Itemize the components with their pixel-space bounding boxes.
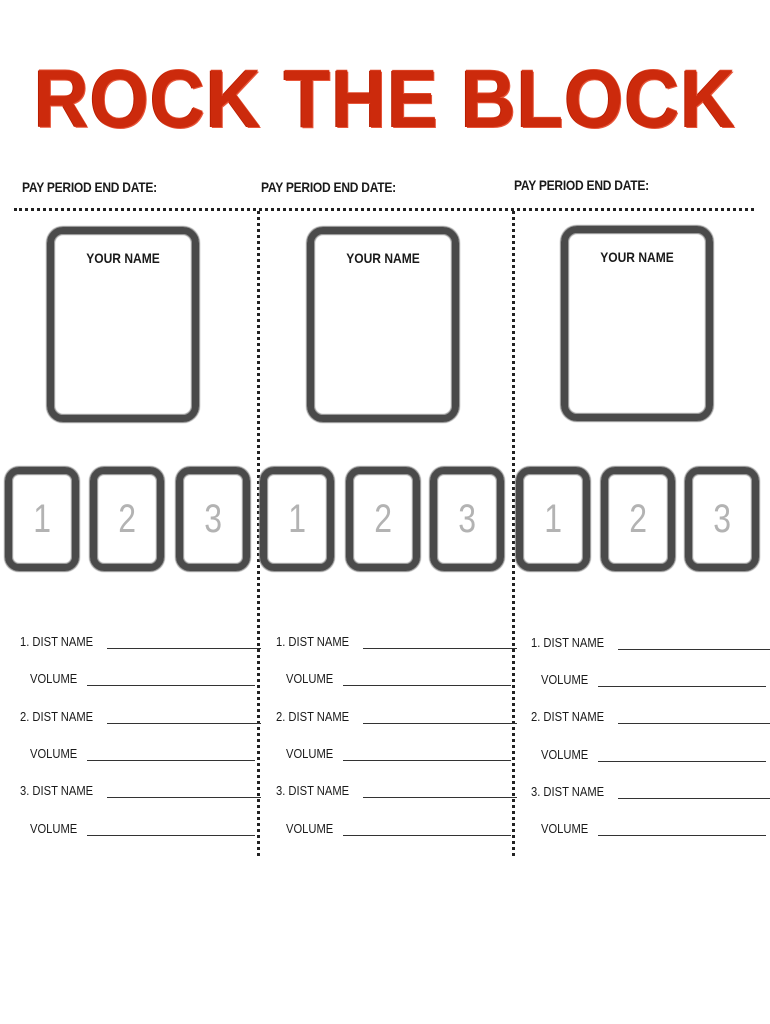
page-title: ROCK THE BLOCK [33,53,737,146]
number-digit: 3 [713,496,731,541]
column-1 [0,0,256,1024]
number-digit: 3 [458,496,476,541]
volume-field-2[interactable] [541,747,766,762]
number-box-3[interactable] [430,467,504,571]
dist-name-field-2[interactable] [20,709,261,724]
number-digit: 1 [544,496,562,541]
number-digit: 1 [288,496,306,541]
your-name-label: YOUR NAME [600,249,674,265]
field-label: VOLUME [30,821,78,836]
field-label: VOLUME [541,672,589,687]
dist-name-field-3[interactable] [276,783,517,798]
field-label: VOLUME [286,746,334,761]
field-label: VOLUME [30,746,78,761]
volume-field-3[interactable] [541,821,766,836]
field-label: 3. DIST NAME [531,784,605,799]
number-box-2[interactable] [346,467,420,571]
your-name-box[interactable] [47,227,199,422]
fill-line[interactable] [618,637,770,650]
fill-line[interactable] [598,823,766,836]
field-label: VOLUME [286,821,334,836]
fill-line[interactable] [107,636,261,649]
fill-line[interactable] [343,823,511,836]
fill-line[interactable] [107,711,261,724]
dist-name-field-2[interactable] [531,709,770,724]
fill-line[interactable] [618,711,770,724]
dist-name-field-3[interactable] [531,784,770,799]
dist-name-field-3[interactable] [20,783,261,798]
volume-field-3[interactable] [30,821,255,836]
volume-field-1[interactable] [286,671,511,686]
pay-period-end-date-label: PAY PERIOD END DATE: [22,179,157,195]
fill-line[interactable] [107,785,261,798]
column-2 [256,0,512,1024]
field-label: 2. DIST NAME [20,709,94,724]
field-label: 3. DIST NAME [276,783,350,798]
dist-name-field-1[interactable] [531,635,770,650]
fill-line[interactable] [363,785,517,798]
fill-line[interactable] [87,748,255,761]
field-label: 2. DIST NAME [531,709,605,724]
your-name-label: YOUR NAME [86,250,160,266]
volume-field-2[interactable] [286,746,511,761]
number-box-1[interactable] [516,467,590,571]
field-label: 1. DIST NAME [276,634,350,649]
field-label: 3. DIST NAME [20,783,94,798]
field-label: 1. DIST NAME [531,635,605,650]
number-box-3[interactable] [685,467,759,571]
fill-line[interactable] [598,674,766,687]
field-label: VOLUME [541,747,589,762]
field-label: VOLUME [30,671,78,686]
number-digit: 2 [374,496,392,541]
volume-field-2[interactable] [30,746,255,761]
number-digit: 3 [204,496,222,541]
number-digit: 1 [33,496,51,541]
dist-name-field-2[interactable] [276,709,517,724]
pay-period-end-date-label: PAY PERIOD END DATE: [261,179,396,195]
fill-line[interactable] [343,748,511,761]
fill-line[interactable] [598,749,766,762]
fill-line[interactable] [363,636,517,649]
fill-line[interactable] [363,711,517,724]
your-name-box[interactable] [307,227,459,422]
dist-name-field-1[interactable] [20,634,261,649]
number-box-3[interactable] [176,467,250,571]
number-box-2[interactable] [601,467,675,571]
volume-field-1[interactable] [30,671,255,686]
field-label: VOLUME [541,821,589,836]
your-name-box[interactable] [561,226,713,421]
number-digit: 2 [118,496,136,541]
fill-line[interactable] [343,673,511,686]
column-3 [512,0,768,1024]
pay-period-end-date-label: PAY PERIOD END DATE: [514,177,649,193]
fill-line[interactable] [618,786,770,799]
field-label: 1. DIST NAME [20,634,94,649]
dist-name-field-1[interactable] [276,634,517,649]
volume-field-3[interactable] [286,821,511,836]
fill-line[interactable] [87,823,255,836]
number-box-1[interactable] [5,467,79,571]
fill-line[interactable] [87,673,255,686]
field-label: 2. DIST NAME [276,709,350,724]
volume-field-1[interactable] [541,672,766,687]
field-label: VOLUME [286,671,334,686]
your-name-label: YOUR NAME [346,250,420,266]
number-box-1[interactable] [260,467,334,571]
number-digit: 2 [629,496,647,541]
number-box-2[interactable] [90,467,164,571]
